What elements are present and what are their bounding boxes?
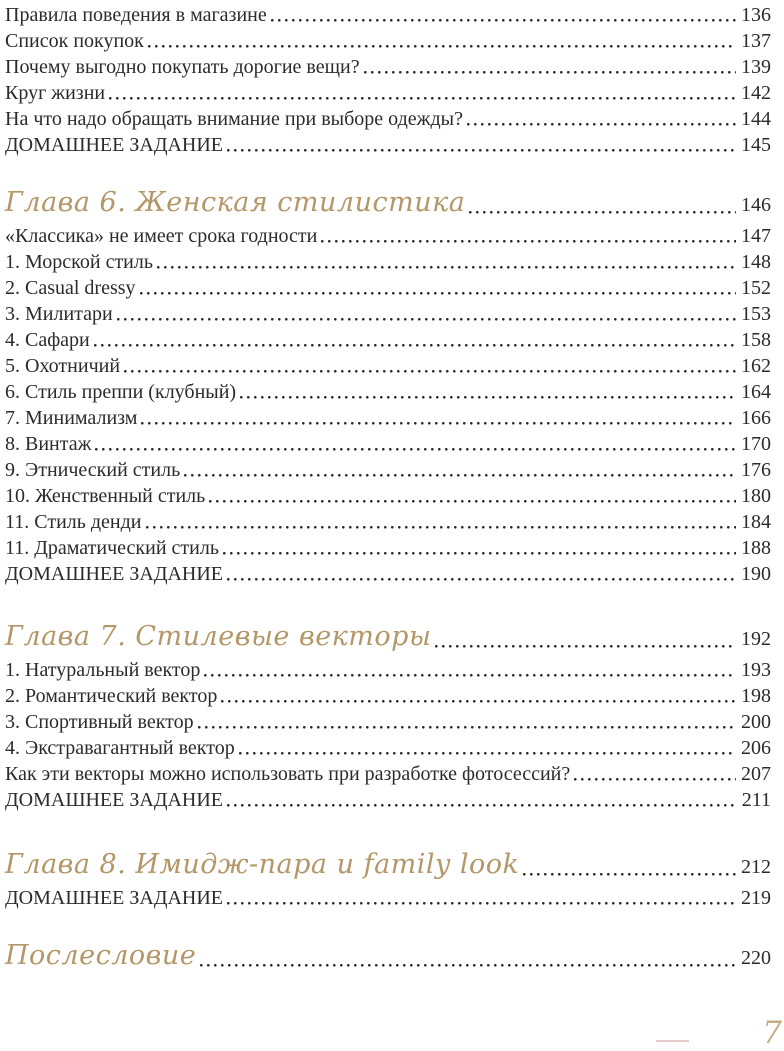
dot-leader [141, 422, 736, 425]
toc-chapter-heading [5, 185, 771, 221]
toc-page-number: 176 [741, 459, 771, 481]
toc-entry [5, 483, 771, 509]
toc-entry [5, 275, 771, 301]
toc-entry-title: 3. Милитари [5, 303, 113, 325]
dot-leader [574, 778, 736, 781]
toc-entry-title: «Классика» не имеет срока годности [5, 225, 318, 247]
toc-page-number: 137 [741, 30, 771, 52]
toc-page-number: 180 [741, 485, 771, 507]
dot-leader [94, 344, 736, 347]
toc-chapter-heading [5, 938, 771, 974]
toc-page-number: 206 [741, 737, 771, 759]
toc-entry-title: ДОМАШНЕЕ ЗАДАНИЕ [5, 887, 224, 909]
dot-leader [140, 292, 736, 295]
toc-chapter-title: Глава 8. Имидж-пара и family look [5, 849, 520, 880]
dot-leader [469, 211, 736, 214]
toc-page-number: 142 [741, 82, 771, 104]
toc-entry-title: ДОМАШНЕЕ ЗАДАНИЕ [5, 789, 224, 811]
toc-entry-title: 7. Минимализм [5, 407, 138, 429]
toc-page-number: 144 [741, 108, 771, 130]
toc-section [5, 619, 771, 813]
dot-leader [227, 804, 737, 807]
toc-entry-title: 4. Сафари [5, 329, 90, 351]
toc-page-number: 192 [741, 628, 771, 650]
dot-leader [271, 19, 736, 22]
toc-entry-title: Круг жизни [5, 82, 106, 104]
dot-leader [223, 552, 736, 555]
toc-entry-title: 5. Охотничий [5, 355, 121, 377]
toc-entry-title: На что надо обращать внимание при выборе одежды? [5, 108, 463, 130]
toc-entry-title: Список покупок [5, 30, 144, 52]
toc-page-number: 207 [741, 763, 771, 785]
toc-section [5, 2, 771, 158]
dot-leader [209, 500, 736, 503]
toc-entry-title: 2. Casual dressy [5, 277, 136, 299]
dot-leader [523, 873, 736, 876]
toc-page-number: 152 [741, 277, 771, 299]
toc-section [5, 185, 771, 587]
toc-entry-title: ДОМАШНЕЕ ЗАДАНИЕ [5, 563, 224, 585]
toc-page-number: 219 [741, 887, 771, 909]
dot-leader [467, 123, 736, 126]
toc-entry [5, 561, 771, 587]
dot-leader [148, 45, 736, 48]
dot-leader [364, 71, 736, 74]
toc-page-number: 211 [741, 789, 771, 811]
toc-entry [5, 2, 771, 28]
toc-entry [5, 761, 771, 787]
toc-entry-title: 3. Спортивный вектор [5, 711, 194, 733]
toc-entry [5, 885, 771, 911]
toc-section [5, 938, 771, 974]
toc-entry [5, 709, 771, 735]
toc-page-number: 200 [741, 711, 771, 733]
toc-page-number: 139 [741, 56, 771, 78]
dot-leader [200, 964, 736, 967]
toc-chapter-title: Послесловие [5, 940, 197, 971]
toc-entry [5, 431, 771, 457]
toc-entry [5, 379, 771, 405]
toc-entry-title: Почему выгодно покупать дорогие вещи? [5, 56, 360, 78]
toc-entry-title: Как эти векторы можно использовать при разработке фотосессий? [5, 763, 571, 785]
toc-page-number: 147 [741, 225, 771, 247]
dot-leader [435, 645, 736, 648]
toc-page-number: 162 [741, 355, 771, 377]
toc-entry-title: 10. Женственный стиль [5, 485, 206, 507]
toc-entry-title: ДОМАШНЕЕ ЗАДАНИЕ [5, 134, 224, 156]
toc-entry-title: 1. Морской стиль [5, 251, 153, 273]
toc-entry [5, 80, 771, 106]
toc-entry [5, 249, 771, 275]
toc-entry [5, 787, 771, 813]
dot-leader [124, 370, 736, 373]
toc-entry [5, 223, 771, 249]
dot-leader [221, 700, 736, 703]
toc-page-number: 188 [741, 537, 771, 559]
toc-entry-title: 8. Винтаж [5, 433, 92, 455]
toc-entry [5, 535, 771, 561]
toc-entry [5, 54, 771, 80]
dot-leader [227, 902, 736, 905]
toc-chapter-title: Глава 7. Стилевые векторы [5, 621, 432, 652]
toc-entry [5, 457, 771, 483]
dot-leader [117, 318, 736, 321]
toc-entry-title: 1. Натуральный вектор [5, 659, 201, 681]
toc-page-number: 184 [741, 511, 771, 533]
toc-page-number: 166 [741, 407, 771, 429]
toc-entry [5, 327, 771, 353]
toc-page-number: 193 [741, 659, 771, 681]
toc-entry-title: 2. Романтический вектор [5, 685, 218, 707]
toc-page-number: 212 [741, 856, 771, 878]
toc-entry [5, 132, 771, 158]
toc-entry [5, 28, 771, 54]
toc-section [5, 847, 771, 911]
toc-page-number: 148 [741, 251, 771, 273]
dot-leader [198, 726, 736, 729]
toc-entry [5, 509, 771, 535]
toc-chapter-heading [5, 847, 771, 883]
toc-entry [5, 301, 771, 327]
toc-entry-title: 4. Экстравагантный вектор [5, 737, 235, 759]
toc-entry-title: 11. Драматический стиль [5, 537, 219, 559]
dot-leader [184, 474, 736, 477]
dot-leader [157, 266, 736, 269]
toc-page-number: 164 [741, 381, 771, 403]
toc-entry [5, 683, 771, 709]
dot-leader [321, 240, 736, 243]
toc-page-number: 136 [741, 4, 771, 26]
toc-entry [5, 405, 771, 431]
toc-entry [5, 353, 771, 379]
dot-leader [204, 674, 736, 677]
footer-rule [656, 1040, 689, 1042]
toc-entry-title: Правила поведения в магазине [5, 4, 267, 26]
toc-entry [5, 735, 771, 761]
dot-leader [227, 578, 736, 581]
toc-entry [5, 657, 771, 683]
toc-page-number: 153 [741, 303, 771, 325]
dot-leader [239, 752, 736, 755]
toc-entry-title: 9. Этнический стиль [5, 459, 181, 481]
toc-chapter-title: Глава 6. Женская стилистика [5, 187, 466, 218]
toc-page-number: 220 [741, 947, 771, 969]
dot-leader [109, 97, 736, 100]
toc-page-number: 158 [741, 329, 771, 351]
toc-entry-title: 11. Стиль денди [5, 511, 142, 533]
toc-chapter-heading [5, 619, 771, 655]
dot-leader [240, 396, 736, 399]
footer-page-number: 7 [762, 1015, 782, 1051]
dot-leader [146, 526, 736, 529]
dot-leader [95, 448, 736, 451]
toc-page-number: 198 [741, 685, 771, 707]
toc-page-number: 145 [741, 134, 771, 156]
toc-page-number: 190 [741, 563, 771, 585]
dot-leader [227, 149, 736, 152]
toc-page-number: 170 [741, 433, 771, 455]
toc-entry-title: 6. Стиль преппи (клубный) [5, 381, 237, 403]
toc-entry [5, 106, 771, 132]
toc-page-number: 146 [741, 194, 771, 216]
